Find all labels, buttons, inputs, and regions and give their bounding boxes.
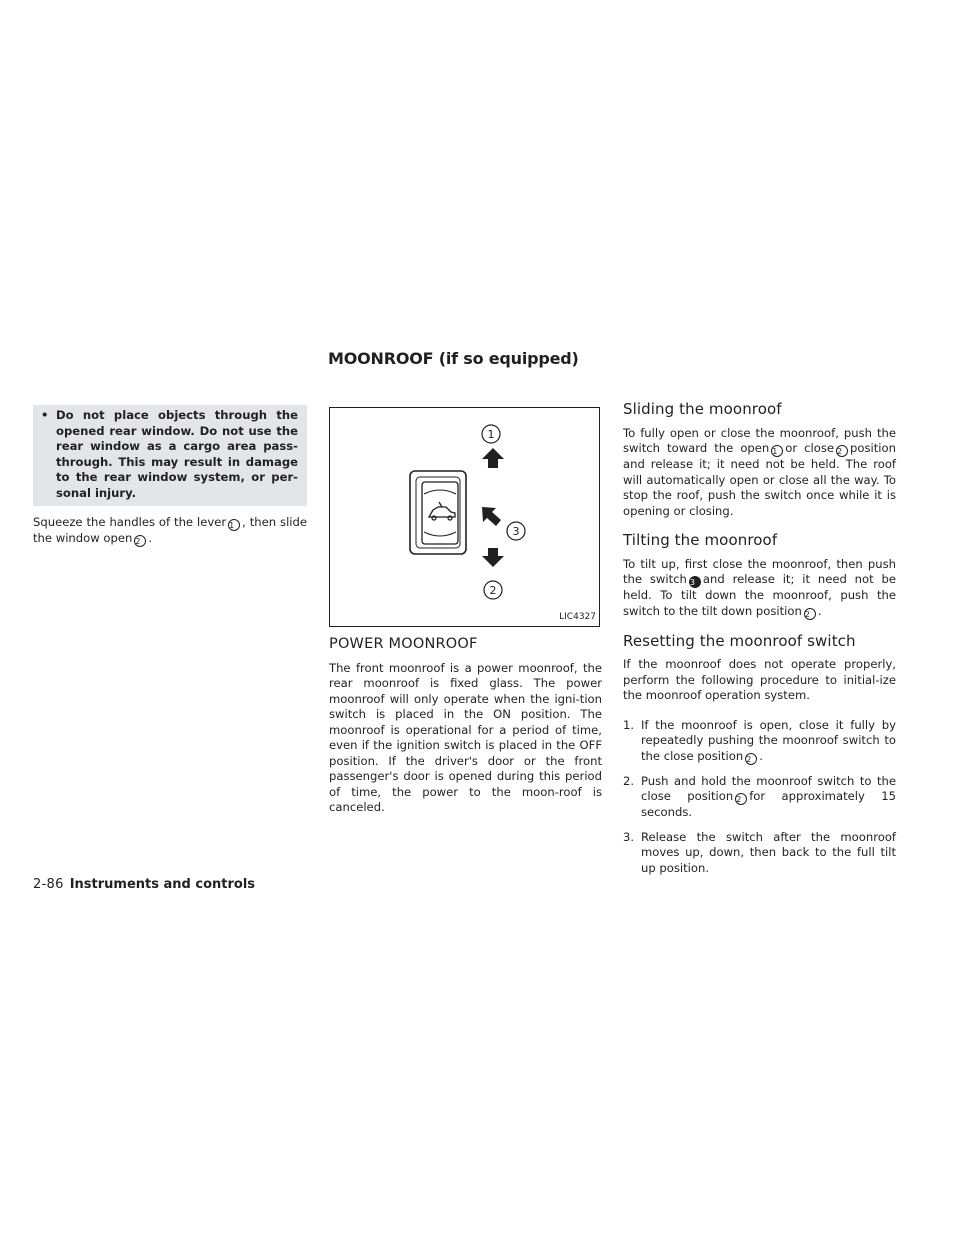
page-number: 2-86 — [33, 877, 64, 892]
sliding-text-3: position and release it; it need not be held. The roof will automatically open or close all the way. To stop the roof, push the switch once while it is opening or closing. — [623, 441, 896, 518]
ref-open-icon: 1 — [228, 519, 240, 531]
moonroof-switch-figure — [329, 407, 600, 627]
tilting-text — [623, 557, 896, 620]
ref-close-icon: 2 — [134, 535, 146, 547]
power-moonroof-text: The front moonroof is a power moonroof, the rear moonroof is fixed glass. The power moonroof will only operate when the igni-tion switch is placed in the ON position. The moonroof is operational for a period of time, even if the ignition switch is placed in the OFF position. If the driver's door or the front passenger's door is opened during this period of time, the power to the moon-roof is canceled. — [329, 660, 602, 814]
step-number: 2. — [623, 773, 635, 788]
lever-text-2: , then slide the window open — [33, 515, 308, 545]
list-item — [623, 830, 896, 877]
figure-label-3: 3 — [512, 525, 520, 538]
figure-label-1: 1 — [487, 428, 495, 441]
figure-label-2: 2 — [489, 584, 497, 597]
lever-text-3: . — [148, 531, 153, 545]
arrow-up-icon — [482, 448, 504, 468]
moonroof-switch-icon — [410, 471, 466, 554]
step-number: 1. — [623, 717, 635, 732]
column-left — [33, 405, 307, 547]
ref-close-icon: 2 — [836, 445, 848, 457]
chapter-title: Instruments and controls — [69, 877, 256, 892]
tilting-text-1: To tilt up, first close the moonroof, then push the switch — [623, 556, 896, 586]
ref-close-icon: 2 — [804, 608, 816, 620]
resetting-intro: If the moonroof does not operate properly, perform the following procedure to initial-ize the moonroof operation system. — [623, 657, 896, 702]
column-right — [623, 402, 896, 885]
step-text: Release the switch after the moonroof moves up, down, then back to the full tilt up position. — [641, 829, 896, 875]
arrow-down-icon — [482, 548, 504, 567]
page-footer — [33, 877, 255, 892]
ref-tilt-icon: 3 — [689, 576, 701, 588]
sliding-text-2: or close — [785, 441, 835, 455]
column-middle — [329, 405, 602, 816]
step-text-end: for approximately 15 seconds. — [641, 789, 896, 819]
step-text: If the moonroof is open, close it fully by repeatedly pushing the moonroof switch to the close position — [641, 717, 896, 763]
warning-bullet: • — [41, 408, 49, 422]
step-text-end: . — [759, 748, 763, 763]
list-item — [623, 718, 896, 765]
ref-close-icon: 2 — [735, 793, 747, 805]
tilting-heading: Tilting the moonroof — [623, 531, 778, 549]
list-item — [623, 774, 896, 821]
lever-text-1: Squeeze the handles of the lever — [33, 515, 227, 529]
section-header: MOONROOF (if so equipped) — [328, 349, 579, 368]
resetting-steps — [623, 718, 896, 877]
resetting-heading: Resetting the moonroof switch — [623, 631, 856, 650]
warning-text: Do not place objects through the opened rear window. Do not use the rear window as a cargo area pass-through. This may result in damage to the rear window system, or per-sonal injury. — [56, 408, 298, 500]
ref-close-icon: 2 — [745, 753, 757, 765]
power-moonroof-heading: POWER MOONROOF — [329, 636, 478, 652]
sliding-text-1: To fully open or close the moonroof, push the switch toward the open — [623, 425, 896, 455]
tilting-text-2: and release it; it need not be held. To tilt down the moonroof, push the switch to the tilt down position — [623, 572, 897, 618]
tilting-text-3: . — [817, 603, 822, 618]
sliding-heading: Sliding the moonroof — [623, 400, 782, 418]
ref-open-icon: 1 — [771, 445, 783, 457]
moonroof-switch-illustration — [330, 408, 601, 628]
figure-code: LIC4327 — [559, 611, 596, 622]
arrow-tilt-icon — [482, 507, 501, 526]
lever-paragraph — [33, 515, 307, 547]
warning-box — [33, 405, 307, 506]
step-number: 3. — [623, 829, 635, 844]
step-text: Push and hold the moonroof switch to the close position — [641, 773, 896, 803]
sliding-text — [623, 426, 896, 520]
